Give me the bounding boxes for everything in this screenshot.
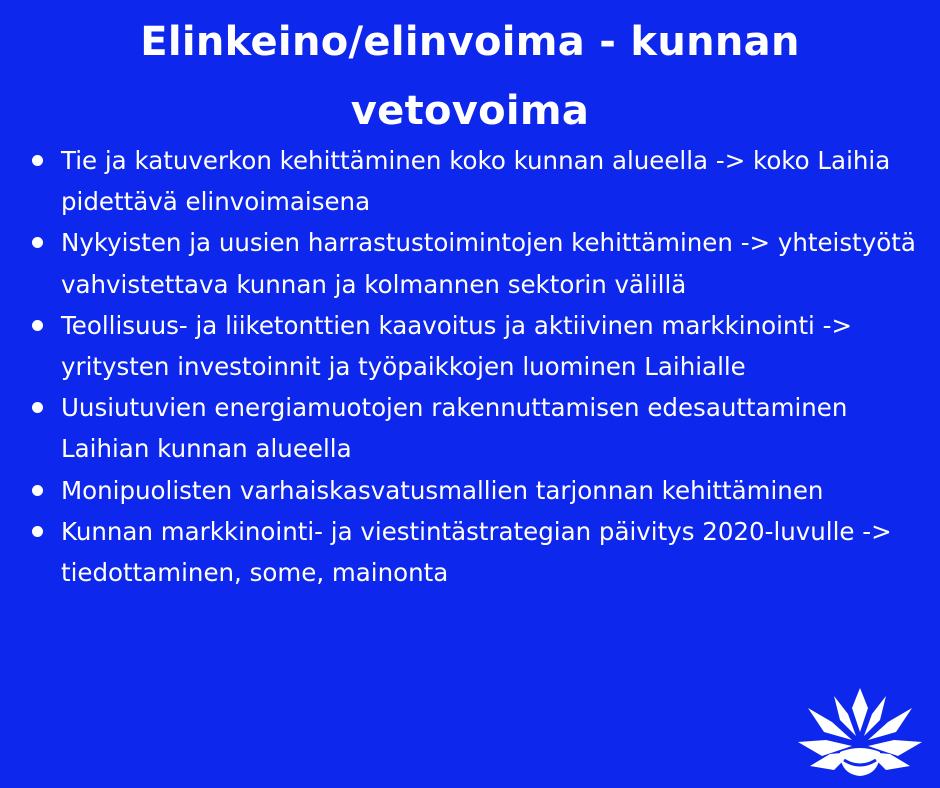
list-item-text: Nykyisten ja uusien harrastustoimintojen kehittäminen -> yhteistyötä vahvistettava kunnan ja kolmannen sektorin välillä <box>61 228 916 299</box>
bullet-icon <box>32 526 43 537</box>
list-item-text: Tie ja katuverkon kehittäminen koko kunnan alueella -> koko Laihia pidettävä elinvoimaisena <box>61 146 891 217</box>
bullet-icon <box>32 155 43 166</box>
list-item <box>30 387 920 469</box>
flower-logo-icon <box>796 686 924 778</box>
bullet-icon <box>32 320 43 331</box>
list-item <box>30 140 920 222</box>
list-item-text: Monipuolisten varhaiskasvatusmallien tarjonnan kehittäminen <box>61 475 824 505</box>
bullet-icon <box>32 237 43 248</box>
list-item <box>30 470 920 511</box>
list-item-text: Teollisuus- ja liiketonttien kaavoitus ja aktiivinen markkinointi -> yritysten investoinnit ja työpaikkojen luominen Laihialle <box>61 310 853 382</box>
list-item-text: Uusiutuvien energiamuotojen rakennuttamisen edesauttaminen Laihian kunnan alueella <box>61 393 848 464</box>
bullet-icon <box>32 485 43 496</box>
list-item-text: Kunnan markkinointi- ja viestintästrategian päivitys 2020-luvulle -> tiedottaminen, some, mainonta <box>61 516 892 588</box>
list-item <box>30 305 920 387</box>
bullet-icon <box>32 402 43 413</box>
list-item <box>30 222 920 304</box>
page-title: Elinkeino/elinvoima - kunnan vetovoima <box>140 19 800 134</box>
list-item <box>30 511 920 593</box>
bullet-list <box>30 140 920 593</box>
